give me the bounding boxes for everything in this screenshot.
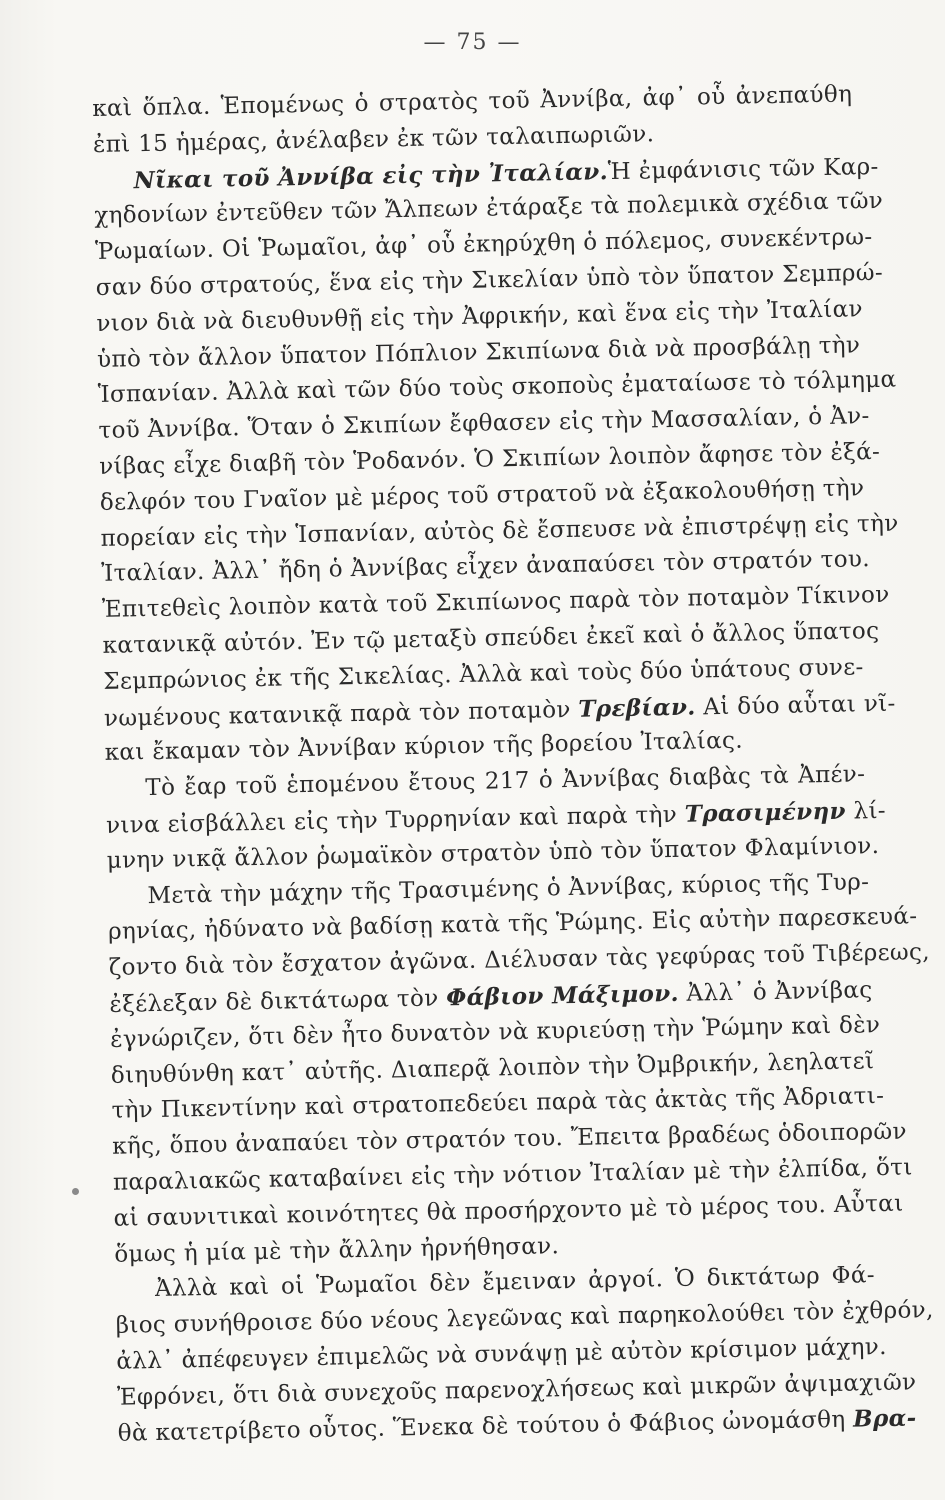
text-line: τὴν Πικεντίνην καὶ στρατοπεδεύει παρὰ τὰς ἀκτὰς τῆς Ἀδριατι- (111, 1083, 885, 1125)
emphasized-phrase: Βρα- (852, 1404, 917, 1434)
text-line: πορείαν εἰς τὴν Ἱσπανίαν, αὐτὸς δὲ ἔσπευσε νὰ ἐπιστρέψῃ εἰς τὴν (100, 510, 899, 552)
text-run: νωμένους κατανικᾷ παρὰ τὸν ποταμὸν (103, 696, 579, 732)
text-line: ἀλλ᾽ ἀπέφευγεν ἐπιμελῶς νὰ συνάψῃ μὲ αὐτὸν κρίσιμον μάχην. (116, 1333, 888, 1375)
text-run: Ἡ ἐμφάνισις τῶν Καρ- (607, 153, 879, 185)
text-run: Αἱ δύο αὗται νῖ- (695, 690, 896, 721)
text-run: Ἀλλ᾽ ὁ Ἀννίβας (678, 977, 873, 1007)
text-line: ἐπὶ 15 ἡμέρας, ἀνέλαβεν ἐκ τῶν ταλαιπωριῶν. (92, 121, 655, 158)
text-line: Ἐφρόνει, ὅτι διὰ συνεχοῦς παρενοχλήσεως καὶ μικρῶν ἀψιμαχιῶν (116, 1369, 917, 1411)
page-number: — 75 — (423, 30, 522, 55)
text-line: Ἐπιτεθεὶς λοιπὸν κατὰ τοῦ Σκιπίωνος παρὰ τὸν ποταμὸν Τίκινον (101, 581, 890, 624)
text-line: Σεμπρώνιος ἐκ τῆς Σικελίας. Ἀλλὰ καὶ τοὺς δύο ὑπάτους συνε- (103, 654, 864, 695)
emphasized-phrase: Φάβιον Μάξιμον. (445, 979, 680, 1012)
emphasized-phrase: Τρασιμένην (684, 797, 847, 828)
text-run: λί- (845, 797, 887, 825)
text-line: χηδονίων ἐντεῦθεν τῶν Ἄλπεων ἐτάραξε τὰ πολεμικὰ σχέδια τῶν (94, 188, 884, 230)
text-line: Μετὰ τὴν μάχην τῆς Τρασιμένης ὁ Ἀννίβας, κύριος τῆς Τυρ- (147, 868, 870, 909)
text-line: ἐγνώριζεν, ὅτι δὲν ἦτο δυνατὸν νὰ κυριεύσῃ τὴν Ῥώμην καὶ δὲν (109, 1011, 881, 1053)
text-line: σαν δύο στρατούς, ἕνα εἰς τὴν Σικελίαν ὑπὸ τὸν ὕπατον Σεμπρώ- (95, 259, 884, 301)
text-line: και ἔκαμαν τὸν Ἀννίβαν κύριον τῆς βορείου Ἰταλίας. (104, 727, 744, 767)
text-line: κατανικᾷ αὐτόν. Ἐν τῷ μεταξὺ σπεύδει ἐκεῖ καὶ ὁ ἄλλος ὕπατος (102, 617, 880, 659)
text-line: Ἀλλὰ καὶ οἱ Ῥωμαῖοι δὲν ἔμειναν ἀργοί. Ὁ δικτάτωρ Φά- (154, 1262, 876, 1303)
text-line: βιος συνήθροισε δύο νέους λεγεῶνας καὶ παρηκολούθει τὸν ἐχθρόν, (115, 1297, 934, 1339)
text-line: Ἱσπανίαν. Ἀλλὰ καὶ τῶν δύο τοὺς σκοποὺς ἐματαίωσε τὸ τόλμημα (97, 366, 897, 409)
text-run: νινα εἰσβάλλει εἰς τὴν Τυρρηνίαν καὶ παρὰ τὴν (105, 801, 685, 839)
text-line: παραλιακῶς καταβαίνει εἰς τὴν νότιον Ἰταλίαν μὲ τὴν ἐλπίδα, ὅτι (112, 1154, 913, 1196)
text-line: ὅμως ἡ μία μὲ τὴν ἄλλην ἠρνήθησαν. (114, 1232, 560, 1268)
text-line: καὶ ὅπλα. Ἑπομένως ὁ στρατὸς τοῦ Ἀννίβα, ἀφ᾽ οὗ ἀνεπαύθη (92, 81, 853, 122)
text-line: ρηνίας, ἠδύνατο νὰ βαδίσῃ κατὰ τῆς Ῥώμης. Εἰς αὐτὴν παρεσκευά- (107, 903, 918, 946)
text-run: ἐξέλεξαν δὲ δικτάτωρα τὸν (109, 985, 447, 1018)
text-line: διηυθύνθη κατ᾽ αὐτῆς. Διαπερᾷ λοιπὸν τὴν Ὀμβρικήν, λεηλατεῖ (110, 1047, 875, 1089)
text-line: μνην νικᾷ ἄλλον ῥωμαϊκὸν στρατὸν ὑπὸ τὸν ὕπατον Φλαμίνιον. (106, 832, 880, 874)
text-line: τοῦ Ἀννίβα. Ὅταν ὁ Σκιπίων ἔφθασεν εἰς τὴν Μασσαλίαν, ὁ Ἀν- (98, 403, 870, 445)
text-line: Τὸ ἔαρ τοῦ ἑπομένου ἔτους 217 ὁ Ἀννίβας διαβὰς τὰ Ἀπέν- (145, 761, 866, 802)
emphasized-phrase: Νῖκαι τοῦ Ἀννίβα εἰς τὴν Ἰταλίαν. (133, 157, 609, 194)
text-line: αἱ σαυνιτικαὶ κοινότητες θὰ προσήρχοντο μὲ τὸ μέρος του. Αὗται (113, 1190, 904, 1232)
text-line: ζοντο διὰ τὸν ἔσχατον ἀγῶνα. Διέλυσαν τὰς γεφύρας τοῦ Τιβέρεως, (108, 939, 931, 981)
text-line: ὑπὸ τὸν ἄλλον ὕπατον Πόπλιον Σκιπίωνα διὰ νὰ προσβάλῃ τὴν (96, 331, 861, 373)
body-text (92, 77, 934, 1452)
text-run: θὰ κατετρίβετο οὗτος. Ἕνεκα δὲ τούτου ὁ Φάβιος ὠνομάσθη (117, 1407, 854, 1448)
text-line: νιον διὰ νὰ διευθυνθῇ εἰς τὴν Ἀφρικήν, καὶ ἕνα εἰς τὴν Ἰταλίαν (96, 296, 864, 337)
text-line: κῆς, ὅπου ἀναπαύει τὸν στρατόν του. Ἔπειτα βραδέως ὁδοιπορῶν (112, 1118, 908, 1160)
text-line: νίβας εἶχε διαβῆ τὸν Ῥοδανόν. Ὁ Σκιπίων λοιπὸν ἄφησε τὸν ἐξά- (98, 438, 881, 480)
emphasized-phrase: Τρεβίαν. (578, 693, 696, 723)
margin-dot (72, 1188, 79, 1195)
text-line: δελφόν του Γναῖον μὲ μέρος τοῦ στρατοῦ νὰ ἐξακολουθήσῃ τὴν (99, 475, 865, 516)
text-line: Ἰταλίαν. Ἀλλ᾽ ἤδη ὁ Ἀννίβας εἶχεν ἀναπαύσει τὸν στρατόν του. (101, 546, 871, 588)
text-line: Ῥωμαίων. Οἱ Ῥωμαῖοι, ἀφ᾽ οὗ ἐκηρύχθη ὁ πόλεμος, συνεκέντρω- (94, 224, 873, 266)
